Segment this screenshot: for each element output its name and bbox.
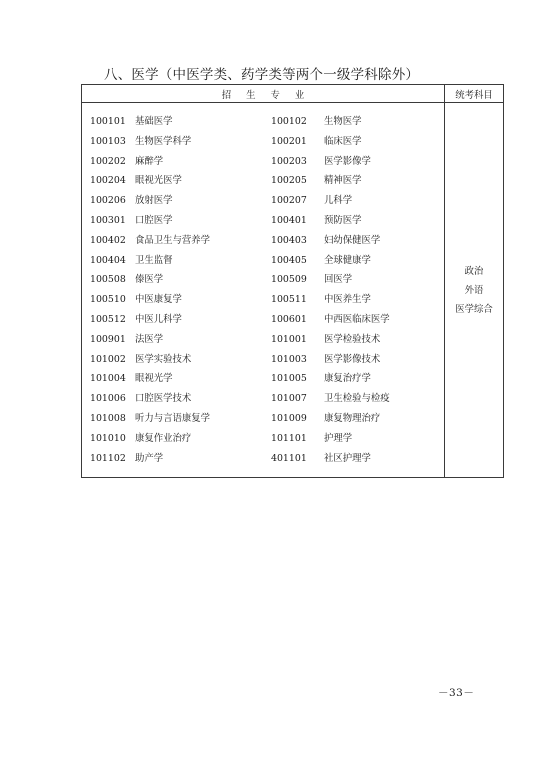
major-code: 100103 xyxy=(90,135,126,147)
table-header-row xyxy=(82,85,504,103)
major-code: 100205 xyxy=(271,175,307,187)
major-name: 社区护理学 xyxy=(324,452,371,464)
major-code: 100510 xyxy=(90,294,126,306)
major-name: 中医养生学 xyxy=(324,294,371,306)
major-name: 口腔医学 xyxy=(135,214,173,226)
majors-list xyxy=(82,112,444,468)
major-code: 101005 xyxy=(271,373,307,385)
major-name: 眼视光学 xyxy=(135,373,173,385)
table-row xyxy=(82,231,444,251)
page-number: －33－ xyxy=(438,687,475,699)
major-name: 中医康复学 xyxy=(135,294,182,306)
major-code: 101007 xyxy=(271,393,307,405)
major-code: 101004 xyxy=(90,373,126,385)
major-code: 100405 xyxy=(271,254,307,266)
major-name: 中西医临床医学 xyxy=(324,313,390,325)
major-name: 听力与言语康复学 xyxy=(135,412,211,424)
exam-subject-politics: 政治 xyxy=(464,265,484,277)
table-row xyxy=(82,449,444,469)
table-row xyxy=(82,369,444,389)
major-code: 100204 xyxy=(90,175,126,187)
header-exam-subjects: 统考科目 xyxy=(445,85,504,103)
major-name: 生物医学科学 xyxy=(135,135,192,147)
major-code: 100404 xyxy=(90,254,126,266)
major-name: 医学影像学 xyxy=(324,155,371,167)
major-name: 精神医学 xyxy=(324,175,362,187)
table-row xyxy=(82,171,444,191)
majors-table xyxy=(81,84,504,478)
major-code: 100206 xyxy=(90,195,126,207)
major-name: 放射医学 xyxy=(135,195,173,207)
table-row xyxy=(82,132,444,152)
major-name: 卫生检验与检疫 xyxy=(324,393,390,405)
table-row xyxy=(82,211,444,231)
major-code: 100207 xyxy=(271,195,307,207)
major-code: 100508 xyxy=(90,274,126,286)
major-name: 护理学 xyxy=(324,432,353,444)
table-row xyxy=(82,429,444,449)
major-name: 助产学 xyxy=(135,452,164,464)
major-name: 康复作业治疗 xyxy=(135,432,192,444)
major-name: 眼视光医学 xyxy=(135,175,182,187)
major-name: 中医儿科学 xyxy=(135,313,182,325)
major-code: 101010 xyxy=(90,432,126,444)
major-code: 101008 xyxy=(90,412,126,424)
major-name: 傣医学 xyxy=(135,274,164,286)
exam-subjects-cell xyxy=(445,103,504,478)
major-code: 100102 xyxy=(271,116,307,127)
exam-subject-medical-comprehensive: 医学综合 xyxy=(455,303,493,315)
major-code: 101101 xyxy=(271,432,307,444)
major-code: 100901 xyxy=(90,333,126,345)
table-row xyxy=(82,310,444,330)
major-code: 100402 xyxy=(90,234,126,246)
major-code: 100202 xyxy=(90,155,126,167)
table-row xyxy=(82,152,444,172)
major-code: 100509 xyxy=(271,274,307,286)
major-name: 儿科学 xyxy=(324,195,353,207)
major-name: 医学检验技术 xyxy=(324,333,381,345)
major-code: 100601 xyxy=(271,313,307,325)
section-title: 八、医学（中医学类、药学类等两个一级学科除外） xyxy=(104,67,420,83)
header-majors: 招生专业 xyxy=(82,85,445,103)
table-row xyxy=(82,389,444,409)
table-row xyxy=(82,112,444,132)
major-name: 康复治疗学 xyxy=(324,373,371,385)
major-name: 回医学 xyxy=(324,274,353,286)
major-name: 口腔医学技术 xyxy=(135,393,192,405)
major-code: 101001 xyxy=(271,333,307,345)
major-name: 食品卫生与营养学 xyxy=(135,234,211,246)
table-row xyxy=(82,251,444,271)
major-code: 101006 xyxy=(90,393,126,405)
major-code: 100511 xyxy=(271,294,307,306)
major-name: 医学影像技术 xyxy=(324,353,381,365)
table-row xyxy=(82,350,444,370)
major-name: 医学实验技术 xyxy=(135,353,192,365)
major-code: 101002 xyxy=(90,353,126,365)
major-name: 妇幼保健医学 xyxy=(324,234,381,246)
major-code: 401101 xyxy=(271,452,307,464)
major-name: 康复物理治疗 xyxy=(324,412,381,424)
major-code: 101102 xyxy=(90,452,126,464)
major-name: 法医学 xyxy=(135,333,164,345)
major-code: 100403 xyxy=(271,234,307,246)
major-code: 100201 xyxy=(271,135,307,147)
table-row xyxy=(82,409,444,429)
major-name: 卫生监督 xyxy=(135,254,173,266)
major-code: 100203 xyxy=(271,155,307,167)
table-row xyxy=(82,270,444,290)
major-name: 预防医学 xyxy=(324,214,362,226)
major-code: 100301 xyxy=(90,214,126,226)
major-code: 100401 xyxy=(271,214,307,226)
major-name: 基础医学 xyxy=(135,116,173,127)
table-row xyxy=(82,330,444,350)
table-row xyxy=(82,290,444,310)
major-code: 100101 xyxy=(90,116,126,127)
table-row xyxy=(82,191,444,211)
major-code: 101009 xyxy=(271,412,307,424)
major-name: 临床医学 xyxy=(324,135,362,147)
major-code: 101003 xyxy=(271,353,307,365)
major-name: 全球健康学 xyxy=(324,254,371,266)
exam-subject-foreign-language: 外语 xyxy=(464,284,484,296)
major-code: 100512 xyxy=(90,313,126,325)
majors-list-cell xyxy=(82,103,445,478)
major-name: 麻醉学 xyxy=(135,155,164,167)
major-name: 生物医学 xyxy=(324,116,362,127)
